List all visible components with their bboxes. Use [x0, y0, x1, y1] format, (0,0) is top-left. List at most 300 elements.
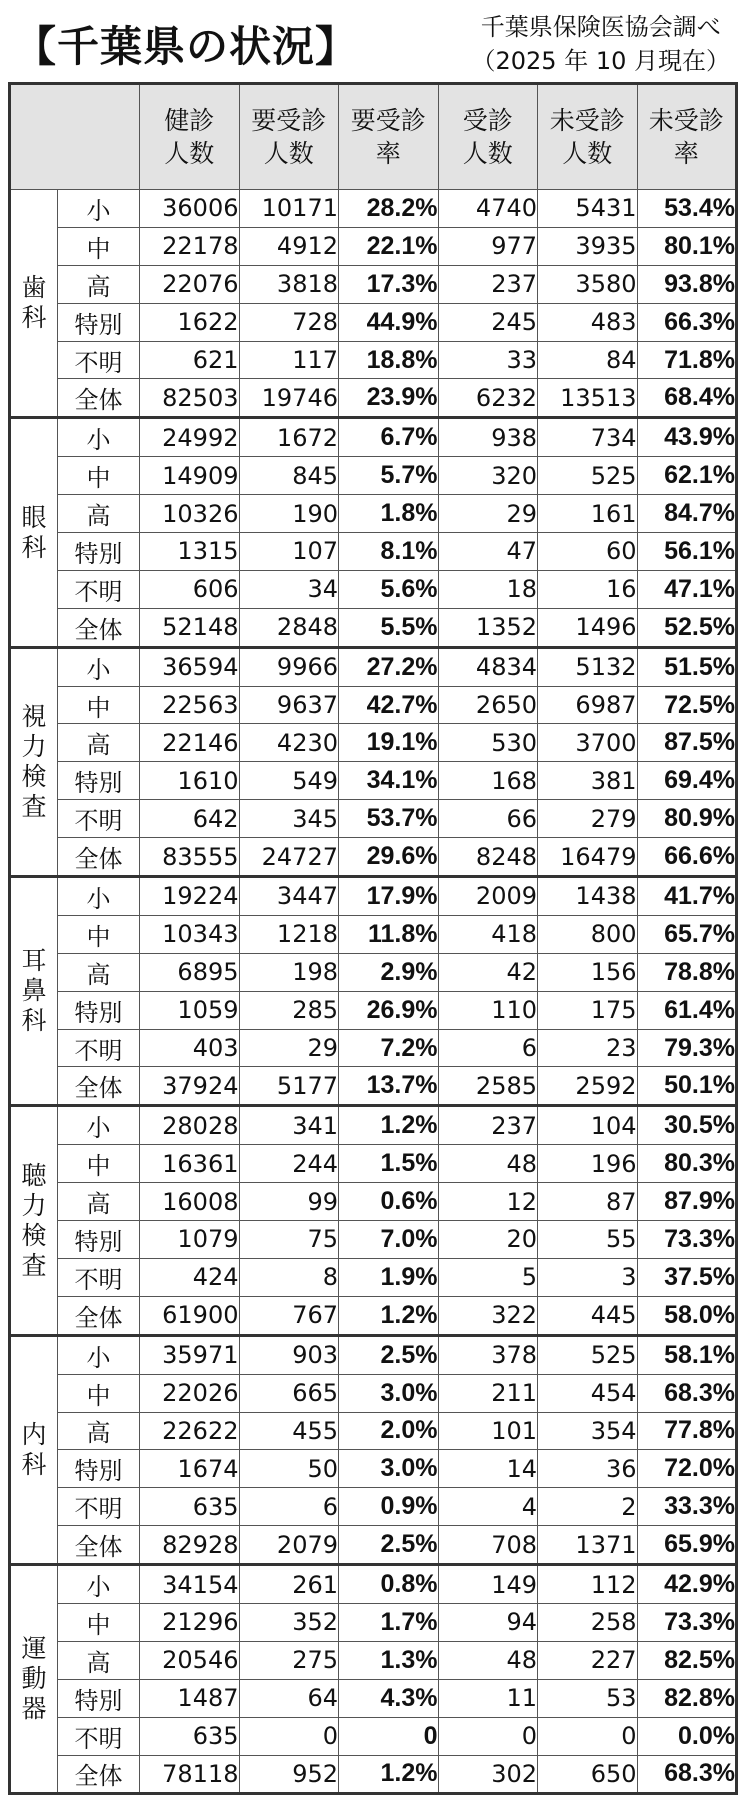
section-label-char: 科 [21, 303, 47, 333]
rate-cell: 78.8% [637, 953, 737, 991]
table-row [10, 1221, 737, 1259]
row-group-label: 中 [58, 1374, 140, 1412]
header-row [10, 84, 737, 190]
count-cell: 237 [438, 1106, 538, 1145]
count-cell: 9966 [239, 647, 339, 686]
count-cell: 1672 [239, 418, 339, 457]
count-cell: 101 [438, 1412, 538, 1450]
count-cell: 24727 [239, 838, 339, 877]
row-group-label: 全体 [58, 1296, 140, 1335]
rate-cell: 37.5% [637, 1258, 737, 1296]
table-row [10, 1755, 737, 1794]
row-group-label: 特別 [58, 533, 140, 571]
rate-cell: 1.8% [339, 495, 439, 533]
count-cell: 2009 [438, 877, 538, 916]
section-label-char: 眼 [21, 502, 47, 532]
rate-cell: 1.2% [339, 1106, 439, 1145]
section-label [10, 190, 58, 418]
count-cell: 175 [538, 991, 638, 1029]
rate-cell: 87.9% [637, 1183, 737, 1221]
rate-cell: 66.6% [637, 838, 737, 877]
section-label-char: 運 [21, 1634, 47, 1664]
count-cell: 728 [239, 303, 339, 341]
count-cell: 1352 [438, 608, 538, 647]
rate-cell: 51.5% [637, 647, 737, 686]
rate-cell: 43.9% [637, 418, 737, 457]
count-cell: 42 [438, 953, 538, 991]
count-cell: 11 [438, 1679, 538, 1717]
count-cell: 20 [438, 1221, 538, 1259]
count-cell: 22178 [140, 227, 240, 265]
section-label-char: 内 [21, 1419, 47, 1449]
table-row [10, 303, 737, 341]
rate-cell: 0 [339, 1717, 439, 1755]
count-cell: 6232 [438, 379, 538, 418]
count-cell: 19746 [239, 379, 339, 418]
count-cell: 196 [538, 1145, 638, 1183]
row-group-label: 不明 [58, 1258, 140, 1296]
count-cell: 16 [538, 570, 638, 608]
count-cell: 2592 [538, 1067, 638, 1106]
rate-cell: 2.9% [339, 953, 439, 991]
count-cell: 261 [239, 1565, 339, 1604]
rate-cell: 5.6% [339, 570, 439, 608]
count-cell: 424 [140, 1258, 240, 1296]
row-group-label: 全体 [58, 1755, 140, 1794]
count-cell: 455 [239, 1412, 339, 1450]
count-cell: 354 [538, 1412, 638, 1450]
count-cell: 156 [538, 953, 638, 991]
table-row [10, 570, 737, 608]
row-group-label: 不明 [58, 1488, 140, 1526]
count-cell: 767 [239, 1296, 339, 1335]
table-row [10, 457, 737, 495]
section-label-char: 器 [21, 1694, 47, 1724]
rate-cell: 1.5% [339, 1145, 439, 1183]
rate-cell: 1.2% [339, 1755, 439, 1794]
count-cell: 952 [239, 1755, 339, 1794]
row-group-label: 小 [58, 877, 140, 916]
count-cell: 381 [538, 762, 638, 800]
count-cell: 418 [438, 915, 538, 953]
count-cell: 237 [438, 265, 538, 303]
table-row [10, 647, 737, 686]
count-cell: 20546 [140, 1641, 240, 1679]
rate-cell: 2.5% [339, 1526, 439, 1565]
rate-cell: 7.2% [339, 1029, 439, 1067]
rate-cell: 84.7% [637, 495, 737, 533]
rate-cell: 1.7% [339, 1603, 439, 1641]
count-cell: 1371 [538, 1526, 638, 1565]
rate-cell: 0.6% [339, 1183, 439, 1221]
rate-cell: 2.0% [339, 1412, 439, 1450]
count-cell: 800 [538, 915, 638, 953]
row-group-label: 高 [58, 265, 140, 303]
count-cell: 903 [239, 1335, 339, 1374]
rate-cell: 5.7% [339, 457, 439, 495]
count-cell: 99 [239, 1183, 339, 1221]
count-cell: 8 [239, 1258, 339, 1296]
rate-cell: 3.0% [339, 1450, 439, 1488]
table-row [10, 762, 737, 800]
count-cell: 2079 [239, 1526, 339, 1565]
rate-cell: 82.5% [637, 1641, 737, 1679]
count-cell: 161 [538, 495, 638, 533]
count-cell: 117 [239, 341, 339, 379]
rate-cell: 80.9% [637, 800, 737, 838]
count-cell: 734 [538, 418, 638, 457]
rate-cell: 73.3% [637, 1221, 737, 1259]
row-group-label: 全体 [58, 1526, 140, 1565]
section-label [10, 877, 58, 1106]
count-cell: 34154 [140, 1565, 240, 1604]
rate-cell: 69.4% [637, 762, 737, 800]
row-group-label: 高 [58, 953, 140, 991]
row-group-label: 中 [58, 457, 140, 495]
row-group-label: 不明 [58, 1717, 140, 1755]
section-label-char: 科 [21, 1449, 47, 1479]
rate-cell: 18.8% [339, 341, 439, 379]
rate-cell: 19.1% [339, 724, 439, 762]
count-cell: 378 [438, 1335, 538, 1374]
rate-cell: 58.0% [637, 1296, 737, 1335]
section-label [10, 647, 58, 876]
row-group-label: 不明 [58, 341, 140, 379]
count-cell: 1496 [538, 608, 638, 647]
rate-cell: 7.0% [339, 1221, 439, 1259]
count-cell: 1315 [140, 533, 240, 571]
count-cell: 227 [538, 1641, 638, 1679]
column-header: 未受診 人数 [538, 84, 638, 190]
source-date: （2025 年 10 月現在） [471, 47, 730, 75]
table-row [10, 991, 737, 1029]
section-label-char: 検 [21, 761, 47, 791]
header-corner [10, 84, 140, 190]
table-row [10, 1335, 737, 1374]
count-cell: 29 [239, 1029, 339, 1067]
section-label [10, 418, 58, 647]
rate-cell: 3.0% [339, 1374, 439, 1412]
count-cell: 621 [140, 341, 240, 379]
rate-cell: 42.7% [339, 686, 439, 724]
count-cell: 60 [538, 533, 638, 571]
count-cell: 275 [239, 1641, 339, 1679]
column-header: 要受診 率 [339, 84, 439, 190]
rate-cell: 1.3% [339, 1641, 439, 1679]
source-note [471, 10, 730, 78]
count-cell: 9637 [239, 686, 339, 724]
count-cell: 22622 [140, 1412, 240, 1450]
count-cell: 4834 [438, 647, 538, 686]
count-cell: 1079 [140, 1221, 240, 1259]
rate-cell: 34.1% [339, 762, 439, 800]
count-cell: 35971 [140, 1335, 240, 1374]
row-group-label: 全体 [58, 608, 140, 647]
rate-cell: 68.3% [637, 1374, 737, 1412]
count-cell: 606 [140, 570, 240, 608]
table-row [10, 190, 737, 228]
count-cell: 112 [538, 1565, 638, 1604]
rate-cell: 53.4% [637, 190, 737, 228]
rate-cell: 0.0% [637, 1717, 737, 1755]
count-cell: 21296 [140, 1603, 240, 1641]
rate-cell: 41.7% [637, 877, 737, 916]
rate-cell: 53.7% [339, 800, 439, 838]
rate-cell: 1.9% [339, 1258, 439, 1296]
table-row [10, 1106, 737, 1145]
count-cell: 29 [438, 495, 538, 533]
count-cell: 82928 [140, 1526, 240, 1565]
count-cell: 2848 [239, 608, 339, 647]
rate-cell: 65.7% [637, 915, 737, 953]
count-cell: 5132 [538, 647, 638, 686]
table-row [10, 877, 737, 916]
count-cell: 10326 [140, 495, 240, 533]
count-cell: 22076 [140, 265, 240, 303]
rate-cell: 27.2% [339, 647, 439, 686]
table-header [10, 84, 737, 190]
section-label-char: 力 [21, 731, 47, 761]
row-group-label: 特別 [58, 303, 140, 341]
count-cell: 22146 [140, 724, 240, 762]
count-cell: 445 [538, 1296, 638, 1335]
rate-cell: 47.1% [637, 570, 737, 608]
count-cell: 14909 [140, 457, 240, 495]
count-cell: 34 [239, 570, 339, 608]
count-cell: 352 [239, 1603, 339, 1641]
rate-cell: 17.3% [339, 265, 439, 303]
table-row [10, 495, 737, 533]
count-cell: 1487 [140, 1679, 240, 1717]
count-cell: 33 [438, 341, 538, 379]
column-header: 要受診 人数 [239, 84, 339, 190]
count-cell: 3580 [538, 265, 638, 303]
rate-cell: 0.9% [339, 1488, 439, 1526]
rate-cell: 68.4% [637, 379, 737, 418]
count-cell: 258 [538, 1603, 638, 1641]
count-cell: 37924 [140, 1067, 240, 1106]
count-cell: 53 [538, 1679, 638, 1717]
table-row [10, 1412, 737, 1450]
count-cell: 52148 [140, 608, 240, 647]
row-group-label: 中 [58, 227, 140, 265]
rate-cell: 13.7% [339, 1067, 439, 1106]
table-row [10, 1450, 737, 1488]
count-cell: 3935 [538, 227, 638, 265]
row-group-label: 不明 [58, 570, 140, 608]
table-row [10, 608, 737, 647]
rate-cell: 2.5% [339, 1335, 439, 1374]
rate-cell: 1.2% [339, 1296, 439, 1335]
count-cell: 78118 [140, 1755, 240, 1794]
count-cell: 36 [538, 1450, 638, 1488]
row-group-label: 高 [58, 1641, 140, 1679]
rate-cell: 50.1% [637, 1067, 737, 1106]
count-cell: 403 [140, 1029, 240, 1067]
table-row [10, 1258, 737, 1296]
count-cell: 5177 [239, 1067, 339, 1106]
count-cell: 82503 [140, 379, 240, 418]
row-group-label: 小 [58, 1106, 140, 1145]
count-cell: 525 [538, 457, 638, 495]
rate-cell: 11.8% [339, 915, 439, 953]
count-cell: 244 [239, 1145, 339, 1183]
count-cell: 10343 [140, 915, 240, 953]
table-row [10, 1641, 737, 1679]
table-body [10, 190, 737, 1794]
count-cell: 0 [438, 1717, 538, 1755]
count-cell: 549 [239, 762, 339, 800]
row-group-label: 全体 [58, 379, 140, 418]
table-row [10, 686, 737, 724]
count-cell: 665 [239, 1374, 339, 1412]
count-cell: 3 [538, 1258, 638, 1296]
count-cell: 650 [538, 1755, 638, 1794]
section-label-char: 査 [21, 1250, 47, 1280]
count-cell: 66 [438, 800, 538, 838]
count-cell: 6895 [140, 953, 240, 991]
row-group-label: 小 [58, 647, 140, 686]
section-label [10, 1335, 58, 1564]
count-cell: 525 [538, 1335, 638, 1374]
section-label-char: 科 [21, 532, 47, 562]
count-cell: 64 [239, 1679, 339, 1717]
count-cell: 1622 [140, 303, 240, 341]
row-group-label: 高 [58, 1183, 140, 1221]
rate-cell: 93.8% [637, 265, 737, 303]
section-label-char: 歯 [21, 273, 47, 303]
rate-cell: 4.3% [339, 1679, 439, 1717]
table-row [10, 265, 737, 303]
section-label-char: 査 [21, 791, 47, 821]
count-cell: 107 [239, 533, 339, 571]
count-cell: 110 [438, 991, 538, 1029]
row-group-label: 特別 [58, 1679, 140, 1717]
section-label [10, 1106, 58, 1335]
count-cell: 483 [538, 303, 638, 341]
rate-cell: 44.9% [339, 303, 439, 341]
count-cell: 50 [239, 1450, 339, 1488]
count-cell: 708 [438, 1526, 538, 1565]
count-cell: 279 [538, 800, 638, 838]
section-label-char: 鼻 [21, 976, 47, 1006]
count-cell: 341 [239, 1106, 339, 1145]
rate-cell: 82.8% [637, 1679, 737, 1717]
rate-cell: 66.3% [637, 303, 737, 341]
count-cell: 5431 [538, 190, 638, 228]
section-label-char: 耳 [21, 946, 47, 976]
page-title: 【千葉県の状況】 [14, 22, 359, 71]
count-cell: 87 [538, 1183, 638, 1221]
count-cell: 4 [438, 1488, 538, 1526]
table-row [10, 1067, 737, 1106]
count-cell: 285 [239, 991, 339, 1029]
count-cell: 322 [438, 1296, 538, 1335]
count-cell: 1610 [140, 762, 240, 800]
count-cell: 0 [538, 1717, 638, 1755]
rate-cell: 8.1% [339, 533, 439, 571]
row-group-label: 特別 [58, 991, 140, 1029]
rate-cell: 23.9% [339, 379, 439, 418]
count-cell: 245 [438, 303, 538, 341]
table-row [10, 418, 737, 457]
rate-cell: 65.9% [637, 1526, 737, 1565]
section-label-char: 検 [21, 1220, 47, 1250]
row-group-label: 小 [58, 418, 140, 457]
rate-cell: 30.5% [637, 1106, 737, 1145]
count-cell: 36006 [140, 190, 240, 228]
count-cell: 1438 [538, 877, 638, 916]
count-cell: 4230 [239, 724, 339, 762]
table-row [10, 953, 737, 991]
table-row [10, 533, 737, 571]
count-cell: 16479 [538, 838, 638, 877]
count-cell: 19224 [140, 877, 240, 916]
count-cell: 61900 [140, 1296, 240, 1335]
count-cell: 13513 [538, 379, 638, 418]
table-row [10, 379, 737, 418]
count-cell: 75 [239, 1221, 339, 1259]
table-row [10, 1296, 737, 1335]
count-cell: 16361 [140, 1145, 240, 1183]
row-group-label: 高 [58, 724, 140, 762]
count-cell: 24992 [140, 418, 240, 457]
count-cell: 635 [140, 1488, 240, 1526]
count-cell: 190 [239, 495, 339, 533]
count-cell: 168 [438, 762, 538, 800]
rate-cell: 28.2% [339, 190, 439, 228]
rate-cell: 72.0% [637, 1450, 737, 1488]
rate-cell: 17.9% [339, 877, 439, 916]
status-table [8, 82, 738, 1795]
table-row [10, 1679, 737, 1717]
count-cell: 55 [538, 1221, 638, 1259]
count-cell: 198 [239, 953, 339, 991]
table-row [10, 1145, 737, 1183]
count-cell: 18 [438, 570, 538, 608]
table-row [10, 1183, 737, 1221]
row-group-label: 不明 [58, 800, 140, 838]
count-cell: 23 [538, 1029, 638, 1067]
count-cell: 104 [538, 1106, 638, 1145]
count-cell: 5 [438, 1258, 538, 1296]
count-cell: 10171 [239, 190, 339, 228]
column-header: 受診 人数 [438, 84, 538, 190]
rate-cell: 73.3% [637, 1603, 737, 1641]
column-header: 未受診 率 [637, 84, 737, 190]
rate-cell: 71.8% [637, 341, 737, 379]
table-row [10, 915, 737, 953]
count-cell: 3447 [239, 877, 339, 916]
count-cell: 8248 [438, 838, 538, 877]
count-cell: 149 [438, 1565, 538, 1604]
section-label-char: 視 [21, 701, 47, 731]
section-label-char: 力 [21, 1190, 47, 1220]
row-group-label: 高 [58, 1412, 140, 1450]
count-cell: 320 [438, 457, 538, 495]
count-cell: 4912 [239, 227, 339, 265]
count-cell: 1059 [140, 991, 240, 1029]
row-group-label: 不明 [58, 1029, 140, 1067]
count-cell: 211 [438, 1374, 538, 1412]
count-cell: 845 [239, 457, 339, 495]
rate-cell: 61.4% [637, 991, 737, 1029]
rate-cell: 77.8% [637, 1412, 737, 1450]
count-cell: 2650 [438, 686, 538, 724]
count-cell: 94 [438, 1603, 538, 1641]
table-row [10, 800, 737, 838]
rate-cell: 68.3% [637, 1755, 737, 1794]
